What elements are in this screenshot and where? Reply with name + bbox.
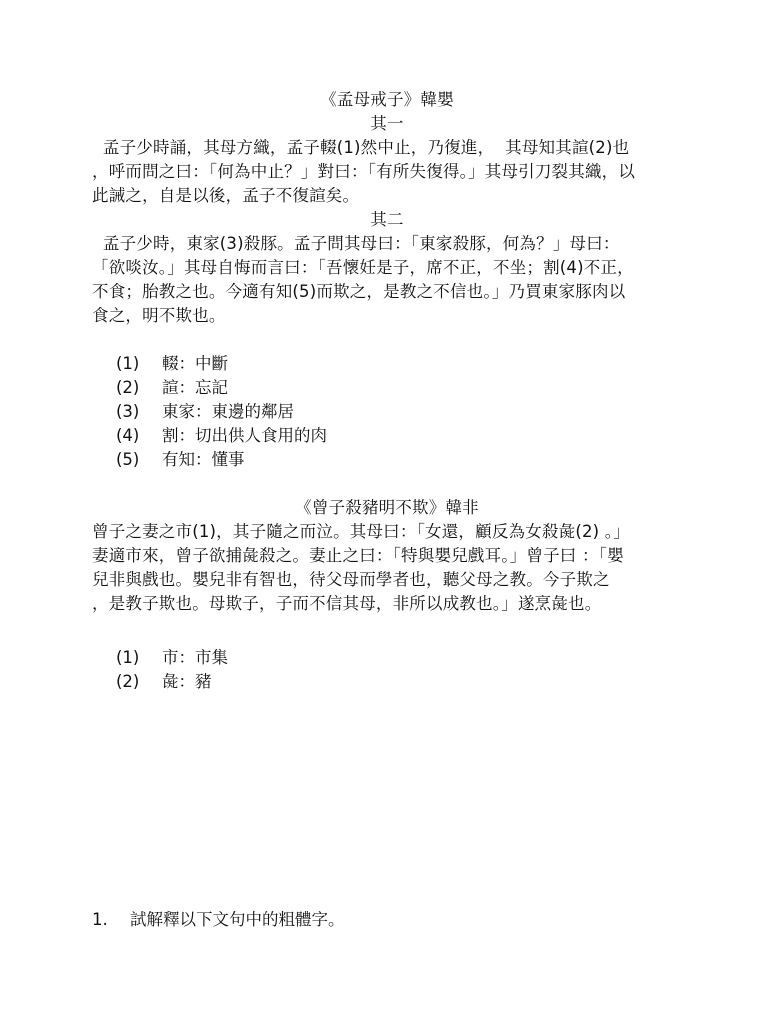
note-text: 彘：豬 (162, 672, 212, 691)
paragraph-line: 「欲啖汝。」其母自悔而言曰：「吾懷妊是子，席不正，不坐；割(4)不正， (92, 258, 634, 277)
note-number: (1) (116, 648, 140, 667)
paragraph-line: 兒非與戲也。嬰兒非有智也，待父母而學者也，聽父母之教。今子欺之 (92, 570, 610, 589)
note-item (116, 448, 327, 472)
note-text: 諠：忘記 (162, 378, 228, 397)
part1-heading (92, 112, 682, 136)
part1-paragraph (92, 136, 682, 208)
section2-paragraph (92, 520, 682, 616)
note-number: (1) (116, 354, 140, 373)
paragraph-line: 孟子少時誦，其母方織，孟子輟(1)然中止，乃復進， 其母知其諠(2)也 (92, 138, 630, 157)
note-item (116, 670, 228, 694)
question-item (92, 908, 345, 932)
note-text: 割：切出供人食用的肉 (162, 426, 327, 445)
note-text: 市：市集 (162, 648, 228, 667)
note-item (116, 352, 327, 376)
note-text: 東家：東邊的鄰居 (162, 402, 294, 421)
section2-title-text: 《曾子殺豬明不欺》韓非 (295, 498, 479, 517)
part2-heading-text: 其二 (370, 210, 404, 229)
paragraph-line: 妻適市來，曾子欲捕彘殺之。妻止之曰：「特與嬰兒戲耳。」曾子曰 ：「嬰 (92, 546, 624, 565)
paragraph-line: 不食；胎教之也。今適有知(5)而欺之，是教之不信也。」乃買東家豚肉以 (92, 282, 626, 301)
section2-notes (116, 646, 228, 694)
paragraph-line: ，是教子欺也。母欺子，子而不信其母，非所以成教也。」遂烹彘也。 (92, 594, 602, 613)
section1-title-text: 《孟母戒子》韓嬰 (320, 90, 454, 109)
section1-title (92, 88, 682, 112)
note-number: (2) (116, 672, 140, 691)
note-item (116, 646, 228, 670)
section2-title (92, 496, 682, 520)
note-item (116, 376, 327, 400)
paragraph-line: 孟子少時，東家(3)殺豚。孟子問其母曰：「東家殺豚，何為？」母曰： (92, 234, 620, 253)
note-item (116, 424, 327, 448)
paragraph-line: ，呼而問之曰：「何為中止？」對曰：「有所失復得。」其母引刀裂其織，以 (92, 162, 636, 181)
note-number: (2) (116, 378, 140, 397)
question-text: 試解釋以下文句中的粗體字。 (130, 910, 345, 929)
section1-notes (116, 352, 327, 472)
note-text: 有知：懂事 (162, 450, 245, 469)
note-text: 輟：中斷 (162, 354, 228, 373)
question-number: 1. (92, 910, 108, 929)
note-number: (4) (116, 426, 140, 445)
note-item (116, 400, 327, 424)
part1-heading-text: 其一 (370, 114, 404, 133)
part2-paragraph (92, 232, 682, 328)
part2-heading (92, 208, 682, 232)
note-number: (5) (116, 450, 140, 469)
paragraph-line: 食之，明不欺也。 (92, 306, 226, 325)
note-number: (3) (116, 402, 140, 421)
paragraph-line: 此誡之，自是以後，孟子不復諠矣。 (92, 186, 360, 205)
paragraph-line: 曾子之妻之市(1)，其子隨之而泣。其母曰：「女還，顧反為女殺彘(2) 。」 (92, 522, 630, 541)
